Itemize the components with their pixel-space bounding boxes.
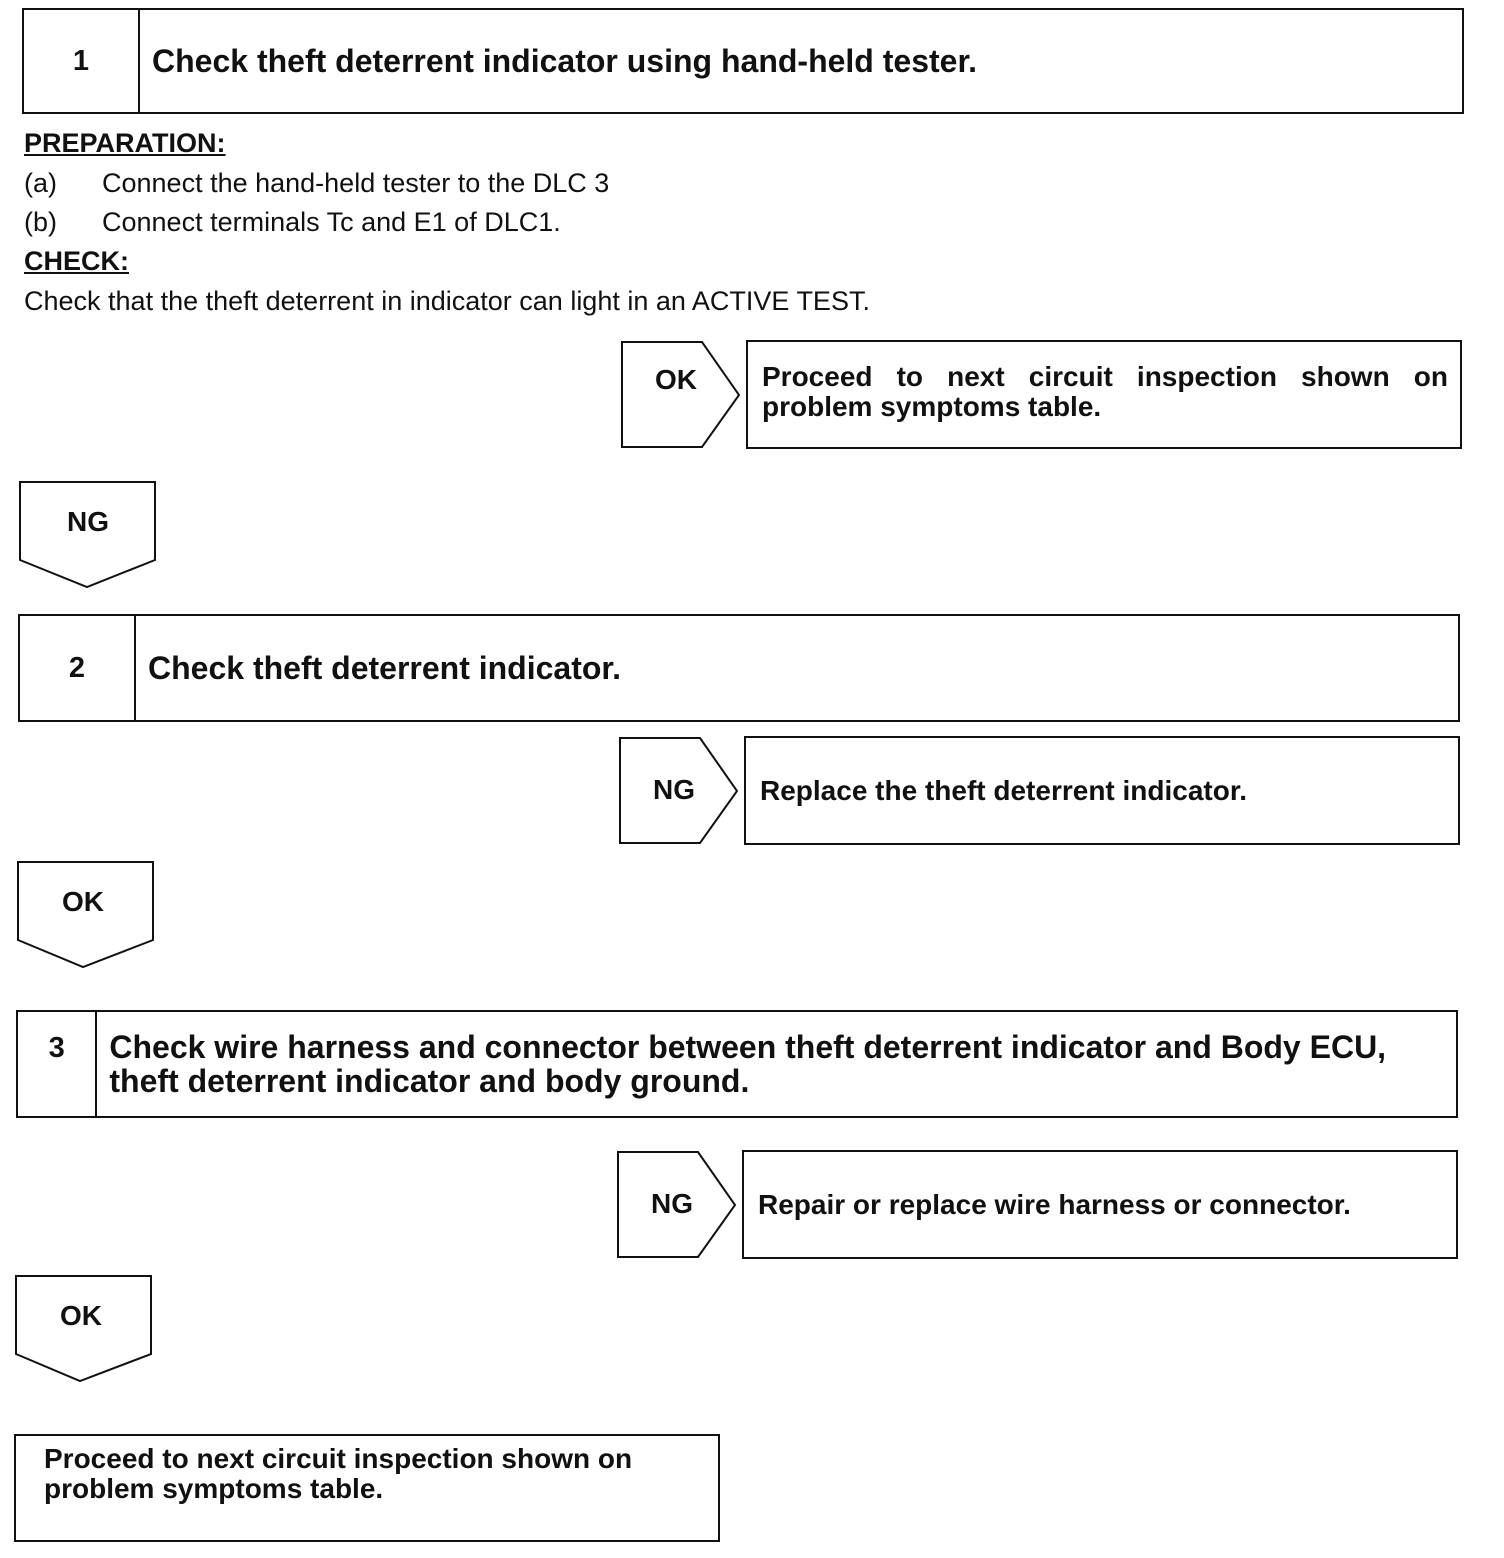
- preparation-item-a-tag: (a): [24, 168, 57, 198]
- step-1-header: [22, 8, 1464, 114]
- step-2-ng-label: NG: [653, 774, 695, 805]
- step-3-number: 3: [18, 1012, 97, 1116]
- preparation-item-b-tag: (b): [24, 207, 57, 237]
- step-1-ng-label: NG: [67, 506, 109, 537]
- step-2-header: [18, 614, 1460, 722]
- step-2-ok-label: OK: [62, 886, 104, 917]
- step-3-title: Check wire harness and connector between theft deterrent indicator and Body ECU, theft deterrent indicator and body ground.: [109, 1029, 1387, 1099]
- step-3-ng-label: NG: [651, 1188, 693, 1219]
- step-3-ok-label: OK: [60, 1300, 102, 1331]
- preparation-item-b: [24, 207, 561, 238]
- step-2-ng-result: Replace the theft deterrent indicator.: [744, 736, 1460, 845]
- preparation-label: PREPARATION:: [24, 128, 226, 158]
- final-result: Proceed to next circuit inspection shown on problem symptoms table.: [14, 1434, 720, 1542]
- preparation-item-a: [24, 168, 609, 199]
- step-3-header: [16, 1010, 1458, 1118]
- step-2-number: 2: [20, 616, 136, 720]
- step-1-number: 1: [24, 10, 140, 112]
- check-text: Check that the theft deterrent in indicator can light in an ACTIVE TEST.: [24, 286, 870, 316]
- step-2-title: Check theft deterrent indicator.: [148, 650, 621, 686]
- step-3-ng-result: Repair or replace wire harness or connector.: [742, 1150, 1458, 1259]
- check-label: CHECK:: [24, 246, 129, 276]
- step-1-ok-result: Proceed to next circuit inspection shown on problem symptoms table.: [746, 340, 1462, 449]
- step-1-title: Check theft deterrent indicator using hand-held tester.: [152, 43, 978, 79]
- step-1-ok-label: OK: [655, 364, 697, 395]
- preparation-item-b-text: Connect terminals Tc and E1 of DLC1.: [102, 207, 561, 237]
- preparation-item-a-text: Connect the hand-held tester to the DLC 3: [102, 168, 610, 198]
